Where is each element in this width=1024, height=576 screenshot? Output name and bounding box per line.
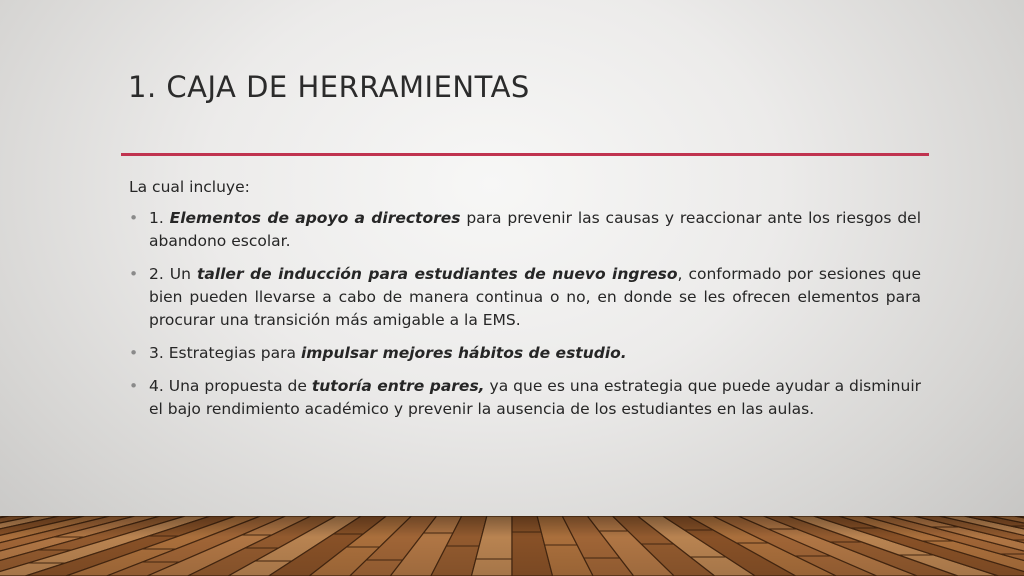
slide-title: 1. CAJA DE HERRAMIENTAS [128, 70, 530, 104]
intro-text: La cual incluye: [129, 178, 250, 196]
item-prefix: 1. [149, 209, 170, 227]
title-underline [121, 153, 929, 156]
item-rest: , conformado por sesiones que bien pueden llevarse a cabo de manera continua o no, en donde se les ofrecen elementos para procurar una transición más amigable a la EMS. [149, 265, 921, 329]
slide-body [129, 176, 921, 431]
item-emphasis: taller de inducción para estudiantes de nuevo ingreso [196, 265, 678, 283]
item-emphasis: tutoría entre pares, [311, 377, 485, 395]
item-rest: para prevenir las causas y reaccionar ante los riesgos del abandono escolar. [149, 209, 921, 250]
wood-floor-graphic [0, 516, 1024, 576]
bullet-icon: • [129, 344, 139, 362]
item-prefix: 4. Una propuesta de [149, 377, 312, 395]
list-item [129, 207, 921, 253]
bullet-icon: • [129, 265, 139, 283]
item-prefix: 3. Estrategias para [149, 344, 301, 362]
list-item [129, 342, 921, 365]
list-item [129, 375, 921, 421]
bullet-icon: • [129, 209, 139, 227]
item-emphasis: Elementos de apoyo a directores [169, 209, 461, 227]
wood-floor-decoration [0, 516, 1024, 576]
bullet-list [129, 207, 921, 421]
bullet-icon: • [129, 377, 139, 395]
list-item [129, 263, 921, 332]
item-rest: ya que es una estrategia que puede ayudar a disminuir el bajo rendimiento académico y prevenir la ausencia de los estudiantes en las aulas. [149, 377, 921, 418]
item-emphasis: impulsar mejores hábitos de estudio. [300, 344, 627, 362]
item-prefix: 2. Un [149, 265, 197, 283]
